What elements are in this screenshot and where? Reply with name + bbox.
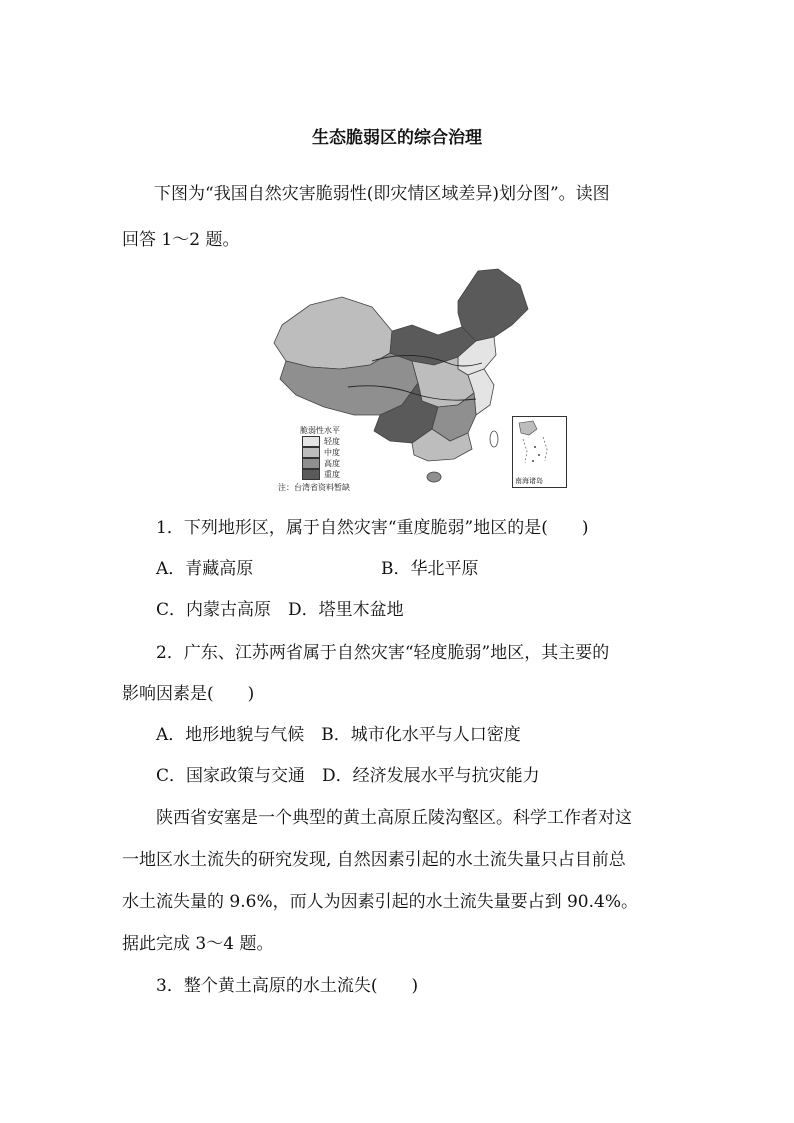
legend-title: 脆弱性水平 — [300, 426, 340, 435]
passage-line-2: 一地区水土流失的研究发现, 自然因素引起的水土流失量只占目前总 — [122, 850, 626, 870]
q2-stem-line-1: 2．广东、江苏两省属于自然灾害“轻度脆弱”地区，其主要的 — [156, 643, 610, 663]
south-china-sea-inset — [512, 416, 567, 488]
legend-swatch — [302, 458, 320, 469]
q3-stem: 3．整个黄土高原的水土流失( ) — [156, 976, 419, 996]
legend-swatch — [302, 447, 320, 458]
q2-option-a-b: A．地形地貌与气候 B．城市化水平与人口密度 — [156, 725, 521, 745]
map-note: 注：台湾省资料暂缺 — [278, 483, 350, 492]
legend-swatch — [302, 469, 320, 480]
q1-option-c-d: C．内蒙古高原 D．塔里木盆地 — [156, 600, 404, 620]
inset-map — [513, 417, 566, 475]
intro-line-2: 回答 1～2 题。 — [122, 230, 240, 250]
q1-option-b: B．华北平原 — [381, 559, 479, 579]
intro-line-1: 下图为“我国自然灾害脆弱性(即灾情区域差异)划分图”。读图 — [154, 184, 610, 204]
passage-line-1: 陕西省安塞是一个典型的黄土高原丘陵沟壑区。科学工作者对这 — [156, 808, 632, 828]
legend-item-medium: 中度 — [302, 447, 340, 458]
page-title: 生态脆弱区的综合治理 — [312, 128, 482, 148]
map-legend — [300, 425, 340, 480]
legend-item-light: 轻度 — [302, 436, 340, 447]
legend-item-high: 高度 — [302, 458, 340, 469]
legend-item-severe: 重度 — [302, 469, 340, 480]
inset-label: 南海诸岛 — [515, 477, 543, 485]
q1-option-a: A．青藏高原 — [156, 559, 254, 579]
legend-swatch — [302, 436, 320, 447]
q2-option-c-d: C．国家政策与交通 D．经济发展水平与抗灾能力 — [156, 766, 540, 786]
q1-stem: 1．下列地形区，属于自然灾害“重度脆弱”地区的是( ) — [156, 518, 589, 538]
passage-line-4: 据此完成 3～4 题。 — [122, 934, 274, 954]
passage-line-3: 水土流失量的 9.6%，而人为因素引起的水土流失量要占到 90.4%。 — [122, 892, 639, 912]
q2-stem-line-2: 影响因素是( ) — [122, 684, 255, 704]
